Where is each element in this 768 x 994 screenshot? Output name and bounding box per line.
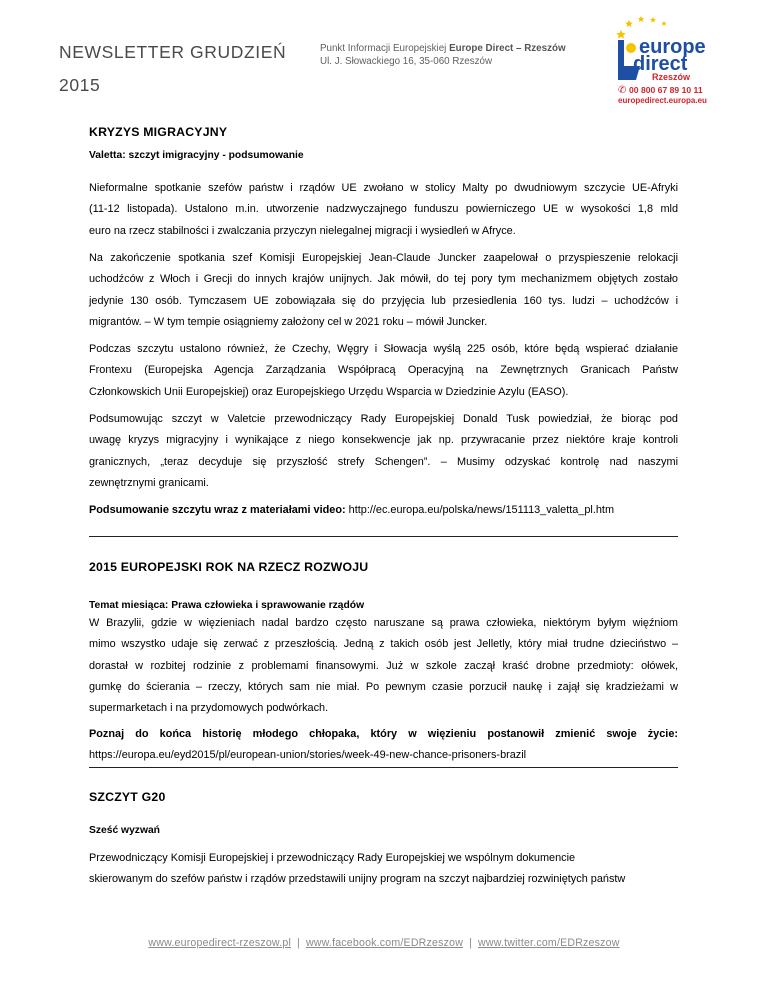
text-line: dorastał w rozbitej rodzinie z problemami finansowymi. Już w szkole zaczął kraść drobne przedmioty: ołówek, [89, 659, 678, 672]
text-line: skierowanym do szefów państw i rządów przedstawili unijny program na szczyt najbardziej rozwiniętych państw [89, 873, 626, 886]
divider [89, 536, 678, 537]
section-heading-migration: KRYZYS MIGRACYJNY [89, 125, 228, 139]
text-line: mimo wszystko udaje się zerwać z przeszłością. Jedną z takich osób jest Jelletly, który miał trudne dzieciństwo – [89, 638, 678, 651]
section-heading-g20: SZCZYT G20 [89, 790, 166, 804]
info-org: Europe Direct – Rzeszów [449, 43, 566, 54]
logo-city: Rzeszów [652, 72, 691, 82]
text-line: (11-12 listopada). Ustalono m.in. utworzenie nadzwyczajnego funduszu powierniczego UE w wysokości 1,8 mld [89, 203, 678, 216]
text-line: gumkę do ścierania – rzeczy, których sam nie miał. Po pewnym czasie porzucił naukę i zajął się kradzieżami w [89, 680, 678, 693]
text-line: Nieformalne spotkanie szefów państw i rządów UE zwołano w stolicy Malty po dwudniowym szczycie UE-Afryki [89, 182, 678, 194]
video-link[interactable]: http://ec.europa.eu/polska/news/151113_valetta_pl.htm [345, 504, 615, 516]
paragraph [89, 339, 678, 403]
footer-separator: | [297, 937, 300, 949]
footer-link-facebook[interactable]: www.facebook.com/EDRzeszow [305, 937, 464, 949]
footer-separator: | [469, 937, 473, 949]
newsletter-title-line1: NEWSLETTER GRUDZIEŃ [59, 42, 287, 62]
text-line: Na zakończenie spotkania szef Komisji Europejskiej Jean-Claude Juncker zaapelował o przyspieszenie relokacji [89, 252, 678, 264]
text-line: Członkowskich Unii Europejskiej) oraz Europejskiego Urzędu Wsparcia w Dziedzinie Azylu (EASO). [89, 385, 569, 398]
logo-phone: 00 800 67 89 10 11 [629, 85, 703, 95]
video-link-line [89, 500, 678, 521]
info-address: Ul. J. Słowackiego 16, 35-060 Rzeszów [320, 56, 493, 67]
text-line: jedynie 130 osób. Tymczasem UE zobowiązała się do przyjęcia lub przesiedlenia 160 tys. ludzi – uchodźców i [89, 294, 678, 307]
section-subheading-human-rights: Temat miesiąca: Prawa człowieka i sprawowanie rządów [89, 600, 365, 611]
text-line: W Brazylii, gdzie w więzieniach nadal bardzo często naruszane są prawa człowieka, niektórym byłym więźniom [89, 617, 678, 629]
text-line: uchodźców z Włoch i Grecji do innych krajów unijnych. Jak mówił, do tej pory tym mechanizmem objętych zostało [89, 273, 678, 286]
text-line: zewnętrznymi granicami. [89, 476, 209, 489]
text-line: uwagę kryzys migracyjny i wynikające z niego konsekwencje jak np. przywracanie przez niektóre kraje kontroli [89, 434, 678, 447]
divider [89, 767, 678, 768]
section-subheading-challenges: Sześć wyzwań [89, 825, 160, 836]
text-line: granicznych, „teraz decyduje się przyszłość strefy Schengen”. – Musimy odzyskać kontrolę nad naszymi [89, 455, 678, 468]
europe-direct-logo [612, 14, 722, 106]
logo-url: europedirect.europa.eu [618, 96, 707, 105]
text-line: Podsumowując szczyt w Valetcie przewodniczący Rady Europejskiej Donald Tusk powiedział, że biorąc pod [89, 413, 678, 425]
footer [0, 937, 768, 949]
text-line: Podczas szczytu ustalono również, że Czechy, Węgry i Słowacja wyślą 225 osób, które będą wspierać działanie [89, 343, 678, 355]
video-link-label: Podsumowanie szczytu wraz z materiałami video: [89, 504, 346, 516]
footer-link-website[interactable]: www.europedirect-rzeszow.pl [148, 937, 291, 949]
text-line: migrantów. – W tym tempie osiągniemy założony cel w 2021 roku – mówił Juncker. [89, 315, 488, 328]
logo-europe: europe [639, 36, 706, 58]
section-heading-development-year: 2015 EUROPEJSKI ROK NA RZECZ ROZWOJU [89, 560, 369, 574]
paragraph [89, 848, 678, 891]
footer-link-twitter[interactable]: www.twitter.com/EDRzeszow [478, 937, 620, 949]
story-link-block [89, 724, 678, 767]
header-info [320, 42, 566, 68]
text-line: euro na rzecz stabilności i zwalczania przyczyn nielegalnej migracji i wysiedleń w Afryce. [89, 224, 516, 237]
paragraph [89, 178, 678, 242]
text-line: supermarketach i na przydomowych podwórkach. [89, 702, 329, 715]
paragraph [89, 248, 678, 333]
logo-stem [618, 40, 624, 80]
text-line: Przewodniczący Komisji Europejskiej i przewodniczący Rady Europejskiej we wspólnym dokumencie [89, 852, 576, 864]
paragraph [89, 613, 678, 719]
section-subheading-valetta: Valetta: szczyt imigracyjny - podsumowanie [89, 150, 304, 161]
logo-direct: direct [633, 53, 688, 75]
logo-phone-icon: ✆ [618, 85, 627, 96]
newsletter-title [59, 36, 299, 102]
info-prefix: Punkt Informacji Europejskiej [320, 43, 447, 54]
newsletter-title-line2: 2015 [59, 75, 101, 95]
story-link-label: Poznaj do końca historię młodego chłopaka, który w więzieniu postanowił zmienić swoje życie: [89, 728, 678, 740]
paragraph [89, 409, 678, 494]
text-line: Frontexu (Europejska Agencja Zarządzania Współpracą Operacyjną na Zewnętrznych Granicach Państw [89, 364, 678, 377]
story-link[interactable]: https://europa.eu/eyd2015/pl/european-union/stories/week-49-new-chance-prisoners-brazil [89, 749, 527, 762]
